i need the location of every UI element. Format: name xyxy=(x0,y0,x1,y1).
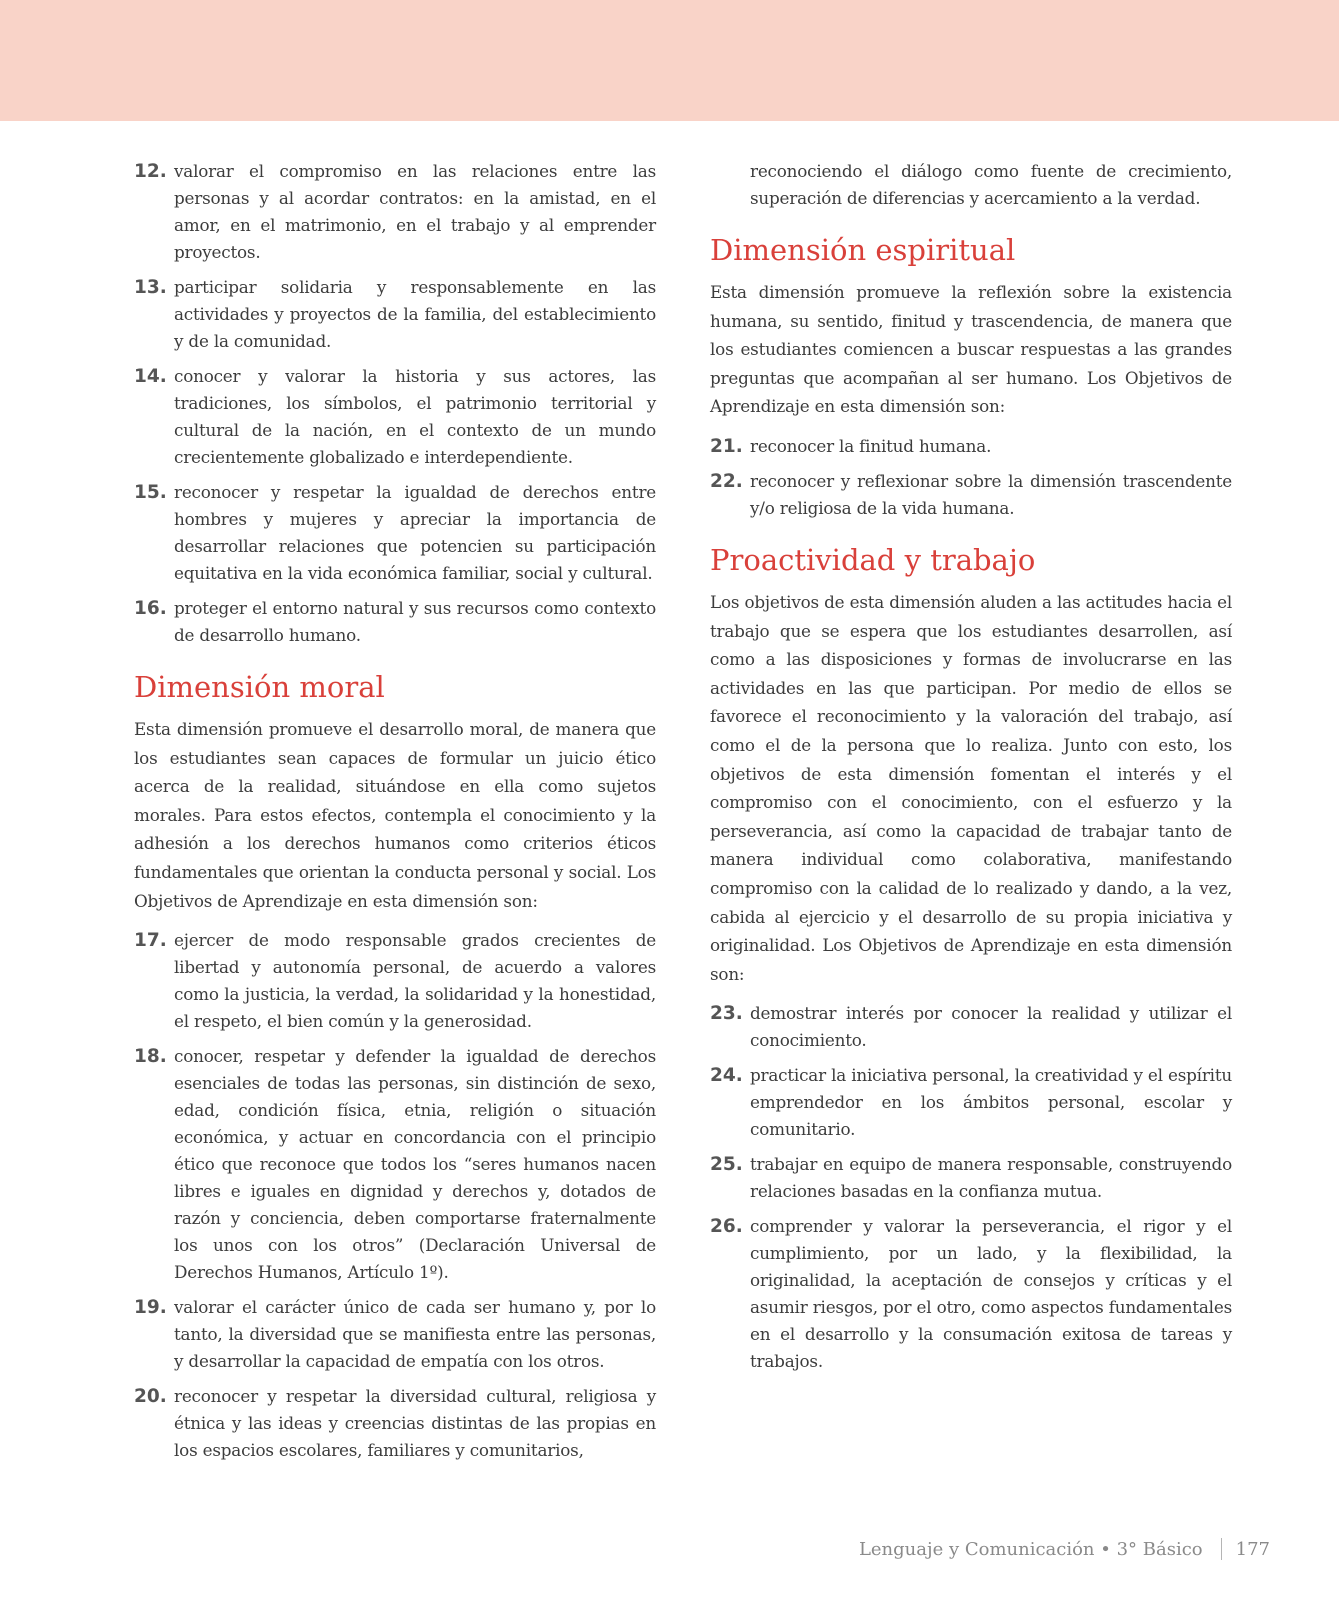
item-number: 18. xyxy=(134,1046,167,1068)
list-item xyxy=(134,927,656,1035)
item-number: 19. xyxy=(134,1297,167,1319)
item-text: demostrar interés por conocer la realidad y utilizar el conocimiento. xyxy=(750,1003,1232,1051)
list-item xyxy=(710,1000,1232,1054)
item-text: valorar el carácter único de cada ser humano y, por lo tanto, la diversidad que se manifiesta entre las personas, y desarrollar la capacidad de empatía con los otros. xyxy=(174,1297,656,1372)
section-heading-moral: Dimensión moral xyxy=(134,670,385,704)
list-item xyxy=(710,1151,1232,1205)
item-text: conocer, respetar y defender la igualdad de derechos esenciales de todas las personas, sin distinción de sexo, edad, condición física, etnia, religión o situación económica, y actuar en concordancia con el principio ético que reconoce que todos los “seres humanos nacen libres e iguales en dignidad y derechos y, dotados de razón y conciencia, deben comportarse fraternalmente los unos con los otros” (Declaración Universal de Derechos Humanos, Artículo 1º). xyxy=(174,1046,656,1283)
list-item xyxy=(134,595,656,649)
item-number: 15. xyxy=(134,482,167,503)
list-item xyxy=(710,1213,1232,1375)
page-footer xyxy=(859,1538,1270,1560)
item-number: 24. xyxy=(710,1065,743,1087)
list-item xyxy=(134,1043,656,1286)
list-item xyxy=(134,274,656,355)
footer-divider xyxy=(1221,1538,1222,1560)
list-item xyxy=(710,1062,1232,1143)
item-continuation: reconociendo el diálogo como fuente de crecimiento, superación de diferencias y acercamiento a la verdad. xyxy=(750,161,1232,208)
item-text: reconocer la finitud humana. xyxy=(750,435,992,456)
header-band xyxy=(0,0,1339,121)
item-text: participar solidaria y responsablemente en las actividades y proyectos de la familia, del establecimiento y de la comunidad. xyxy=(174,277,656,351)
item-text: trabajar en equipo de manera responsable, construyendo relaciones basadas en la confianza mutua. xyxy=(750,1154,1232,1202)
item-text: valorar el compromiso en las relaciones entre las personas y al acordar contratos: en la amistad, en el amor, en el matrimonio, en el trabajo y al emprender proyectos. xyxy=(174,161,656,262)
list-item xyxy=(134,479,656,587)
list-item xyxy=(710,468,1232,522)
section-paragraph-proactividad: Los objetivos de esta dimensión aluden a las actitudes hacia el trabajo que se espera que los estudiantes desarrollen, así como a las disposiciones y formas de involucrarse en las actividades en las que participan. Por medio de ellos se favorece el reconocimiento y la valoración del trabajo, así como el de la persona que lo realiza. Junto con esto, los objetivos de esta dimensión fomentan el interés y el compromiso con el conocimiento, con el esfuerzo y la perseverancia, así como la capacidad de trabajar tanto de manera individual como colaborativa, manifestando compromiso con la calidad de lo realizado y dando, a la vez, cabida al ejercicio y el desarrollo de su propia iniciativa y originalidad. Los Objetivos de Aprendizaje en esta dimensión son: xyxy=(710,591,1232,984)
item-number: 17. xyxy=(134,930,167,952)
item-number: 20. xyxy=(134,1386,167,1408)
item-text: reconocer y respetar la igualdad de derechos entre hombres y mujeres y apreciar la importancia de desarrollar relaciones que potencien su participación equitativa en la vida económica familiar, social y cultural. xyxy=(174,482,656,583)
item-number: 21. xyxy=(710,435,743,457)
item-number: 22. xyxy=(710,470,743,492)
item-text: conocer y valorar la historia y sus actores, las tradiciones, los símbolos, el patrimonio territorial y cultural de la nación, en el contexto de un mundo crecientemente globalizado e interdependiente. xyxy=(174,366,656,467)
item-number: 25. xyxy=(710,1154,743,1176)
item-number: 12. xyxy=(134,161,167,182)
item-number: 13. xyxy=(134,277,167,298)
section-heading-espiritual: Dimensión espiritual xyxy=(710,233,1016,267)
section-paragraph-moral: Esta dimensión promueve el desarrollo moral, de manera que los estudiantes sean capaces de formular un juicio ético acerca de la realidad, situándose en ella como sujetos morales. Para estos efectos, contempla el conocimiento y la adhesión a los derechos humanos como criterios éticos fundamentales que orientan la conducta personal y social. Los Objetivos de Aprendizaje en esta dimensión son: xyxy=(134,719,656,911)
section-paragraph-espiritual: Esta dimensión promueve la reflexión sobre la existencia humana, su sentido, finitud y trascendencia, de manera que los estudiantes comiencen a buscar respuestas a las grandes preguntas que acompañan al ser humano. Los Objetivos de Aprendizaje en esta dimensión son: xyxy=(710,282,1232,417)
section-heading-proactividad: Proactividad y trabajo xyxy=(710,542,1036,577)
item-number: 16. xyxy=(134,598,167,619)
list-item xyxy=(134,1294,656,1375)
left-column xyxy=(134,158,656,1472)
item-number: 14. xyxy=(134,366,167,387)
list-item xyxy=(134,158,656,266)
footer-subject: Lenguaje y Comunicación • 3° Básico xyxy=(858,1538,1203,1560)
list-item xyxy=(710,433,1232,460)
item-text: ejercer de modo responsable grados crecientes de libertad y autonomía personal, de acuerdo a valores como la justicia, la verdad, la solidaridad y la honestidad, el respeto, el bien común y la generosidad. xyxy=(174,930,656,1032)
list-item xyxy=(134,1383,656,1464)
item-text: reconocer y respetar la diversidad cultural, religiosa y étnica y las ideas y creencias distintas de las propias en los espacios escolares, familiares y comunitarios, xyxy=(174,1386,656,1461)
page-number: 177 xyxy=(1235,1538,1270,1560)
item-text: proteger el entorno natural y sus recursos como contexto de desarrollo humano. xyxy=(174,598,656,645)
item-number: 26. xyxy=(710,1216,743,1238)
item-number: 23. xyxy=(710,1003,743,1025)
right-column xyxy=(710,158,1232,1383)
list-item xyxy=(134,363,656,471)
item-text: comprender y valorar la perseverancia, el rigor y el cumplimiento, por un lado, y la flexibilidad, la originalidad, la aceptación de consejos y críticas y el asumir riesgos, por el otro, como aspectos fundamentales en el desarrollo y la consumación exitosa de tareas y trabajos. xyxy=(750,1216,1232,1372)
item-text: practicar la iniciativa personal, la creatividad y el espíritu emprendedor en los ámbitos personal, escolar y comunitario. xyxy=(750,1065,1232,1140)
item-text: reconocer y reflexionar sobre la dimensión trascendente y/o religiosa de la vida humana. xyxy=(750,470,1232,518)
